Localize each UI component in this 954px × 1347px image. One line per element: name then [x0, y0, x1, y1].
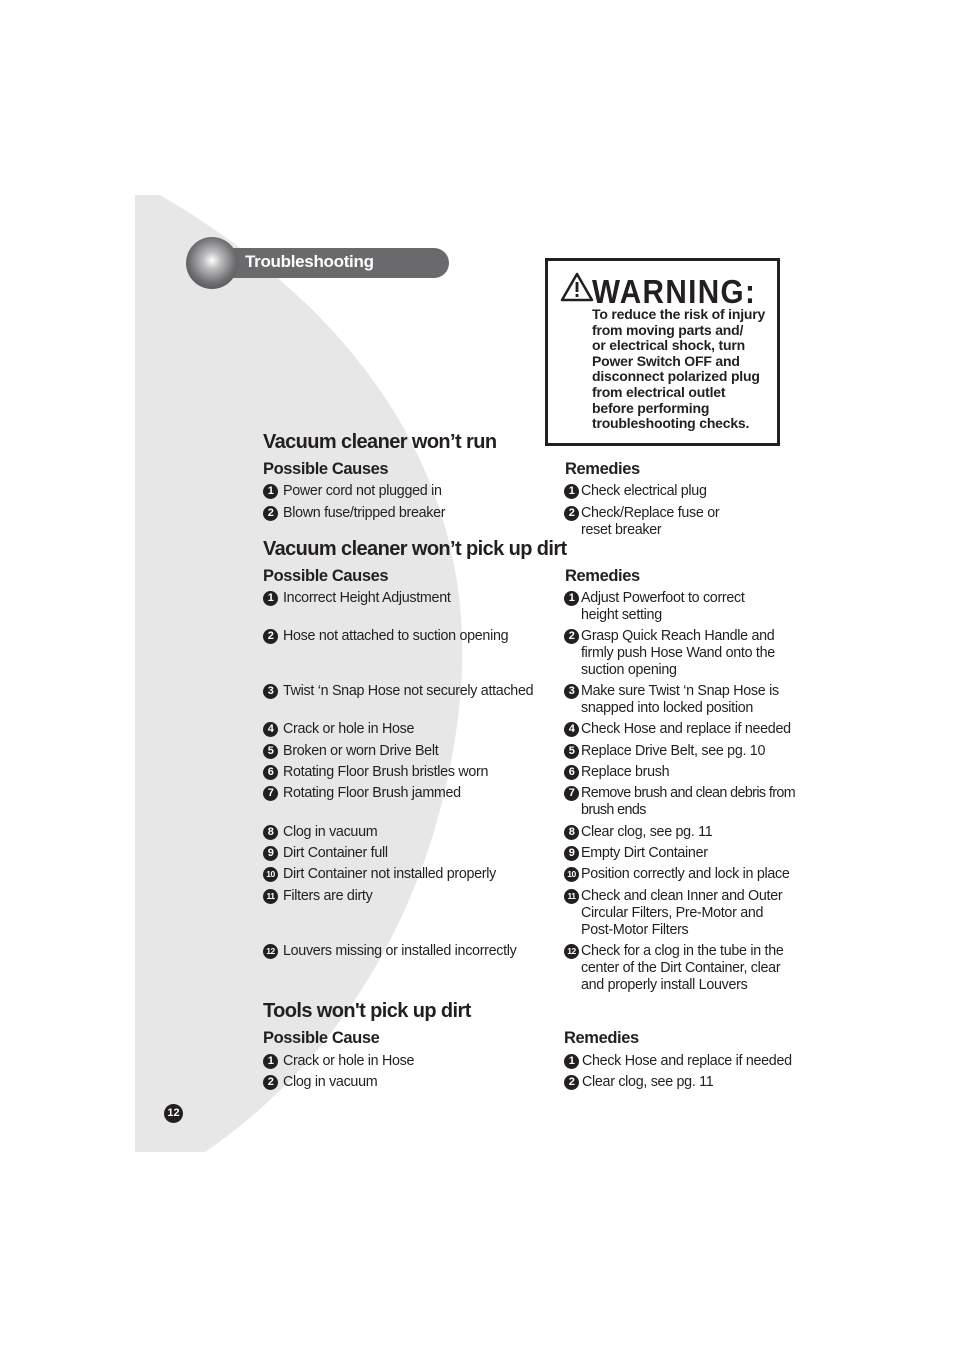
- page-number: 12: [164, 1104, 183, 1123]
- section-title: Tools won't pick up dirt: [263, 1000, 471, 1022]
- remedies-heading: Remedies: [565, 460, 640, 478]
- warning-title: WARNING:: [592, 273, 757, 310]
- warning-text: To reduce the risk of injury from moving parts and/ or electrical shock, turn Power Switch OFF and disconnect polarized plug from electrical outlet before performing troubleshooting checks.: [592, 306, 766, 432]
- tab-ball-icon: [186, 237, 238, 289]
- section-tab-label: Troubleshooting: [245, 252, 374, 271]
- causes-heading: Possible Cause: [263, 1029, 380, 1047]
- section-title: Vacuum cleaner won’t run: [263, 431, 497, 453]
- causes-heading: Possible Causes: [263, 460, 389, 478]
- remedies-heading: Remedies: [565, 567, 640, 585]
- remedies-heading: Remedies: [564, 1029, 639, 1047]
- section-title: Vacuum cleaner won’t pick up dirt: [263, 538, 567, 560]
- warning-triangle-icon: [560, 271, 594, 303]
- warning-box: [545, 258, 780, 446]
- causes-heading: Possible Causes: [263, 567, 389, 585]
